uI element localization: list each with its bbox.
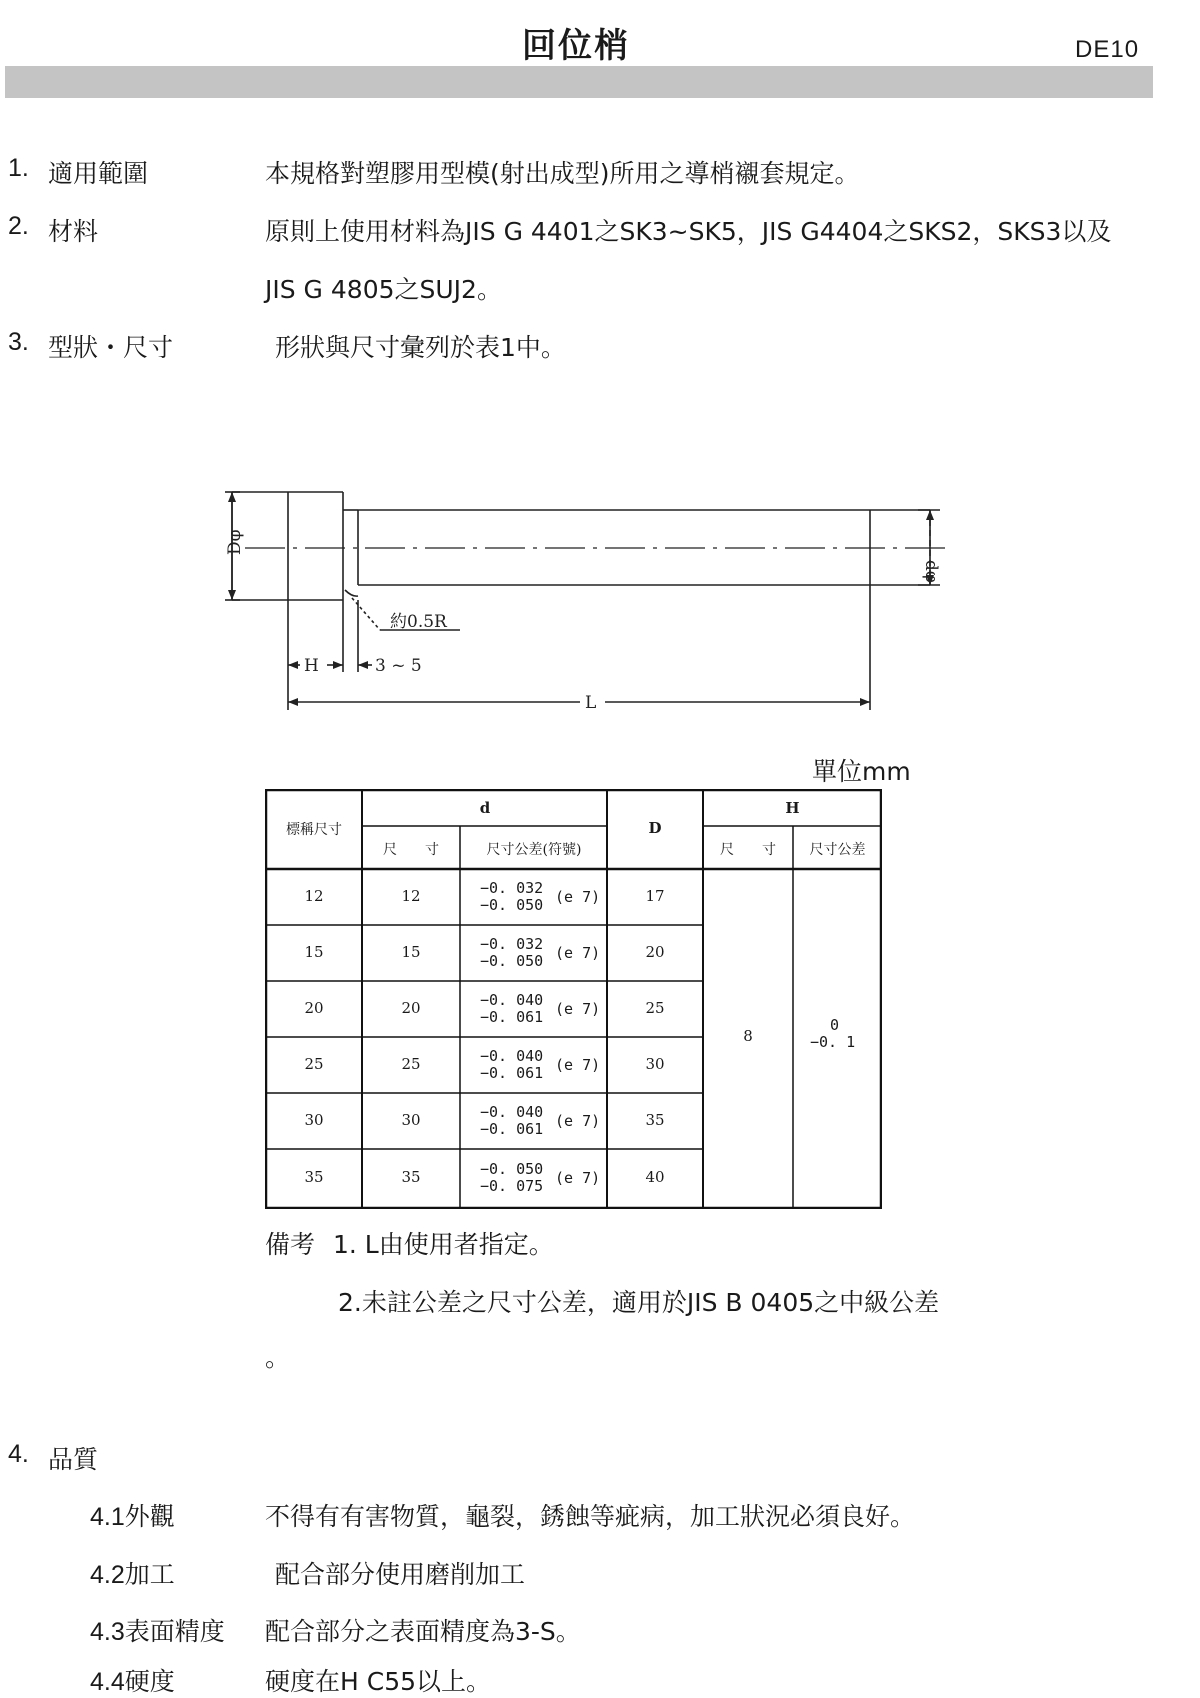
section-2-text-line1: 原則上使用材料為JIS G 4401之SK3~SK5，JIS G4404之SKS2，SKS3以及 [265,217,1112,246]
dimension-d-label: dφ [921,560,941,583]
row-4-d: 25 [401,1055,421,1073]
header-d-tolerance: 尺寸公差(符號) [486,842,582,858]
section-4-label: 品質 [48,1445,99,1474]
unit-label: 單位mm [812,757,911,786]
quality-item-1-text: 不得有有害物質，龜裂，銹蝕等疵病，加工狀況必須良好。 [265,1502,916,1531]
row-6-d: 35 [401,1168,421,1186]
header-H: H [785,799,800,817]
note-1: 1. L由使用者指定。 [333,1230,554,1259]
section-3-number: 3. [8,328,29,356]
quality-item-2-text: 配合部分使用磨削加工 [275,1560,526,1589]
dimension-table [265,789,882,1209]
section-1-number: 1. [8,154,29,182]
ejector-pin-drawing [0,0,1200,720]
row-5-d: 30 [401,1111,421,1129]
note-2: 2.未註公差之尺寸公差，適用於JIS B 0405之中級公差 [338,1288,940,1317]
section-4-number: 4. [8,1440,29,1468]
dimension-H-label: H [304,656,319,676]
row-6-fit: (e 7) [555,1169,601,1187]
row-4-D: 30 [645,1055,665,1073]
row-2-d: 15 [401,943,421,961]
quality-item-3-text: 配合部分之表面精度為3-S。 [265,1617,581,1646]
row-1-D: 17 [645,887,665,905]
quality-item-2-label: 4.2加工 [90,1561,175,1589]
header-d-size: 尺 寸 [383,842,439,858]
radius-label: 約0.5R [390,612,447,632]
quality-item-4-label: 4.4硬度 [90,1668,175,1696]
row-1-tol-lower: −0. 050 [480,896,544,914]
row-5-tol-lower: −0. 061 [480,1120,544,1138]
row-1-fit: (e 7) [555,888,601,906]
dimension-range-label: 3 ~ 5 [375,656,422,676]
row-6-D: 40 [645,1168,665,1186]
h-tol-lower: −0. 1 [810,1033,856,1051]
row-4-fit: (e 7) [555,1056,601,1074]
row-6-nominal: 35 [304,1168,324,1186]
row-1-d: 12 [401,887,421,905]
row-3-nominal: 20 [304,999,324,1017]
row-3-fit: (e 7) [555,1000,601,1018]
row-6-tol-upper: −0. 050 [480,1160,544,1178]
row-2-tol-upper: −0. 032 [480,935,544,953]
dimension-D-label: Dφ [225,529,245,555]
quality-item-3-label: 4.3表面精度 [90,1618,225,1646]
row-2-fit: (e 7) [555,944,601,962]
row-6-tol-lower: −0. 075 [480,1177,544,1195]
row-5-tol-upper: −0. 040 [480,1103,544,1121]
section-2-number: 2. [8,212,29,240]
row-3-tol-lower: −0. 061 [480,1008,544,1026]
row-3-tol-upper: −0. 040 [480,991,544,1009]
header-h-size: 尺 寸 [720,842,776,858]
section-3-label: 型狀・尺寸 [48,333,174,362]
section-2-label: 材料 [48,217,99,246]
row-1-nominal: 12 [304,887,324,905]
header-d: d [479,799,491,817]
row-2-tol-lower: −0. 050 [480,952,544,970]
section-1-text: 本規格對塑膠用型模(射出成型)所用之導梢襯套規定。 [265,159,860,188]
h-size-value: 8 [743,1027,753,1045]
header-h-tolerance: 尺寸公差 [809,842,866,858]
document-code: DE10 [1075,36,1140,63]
row-2-nominal: 15 [304,943,324,961]
row-2-D: 20 [645,943,665,961]
row-3-d: 20 [401,999,421,1017]
note-prefix: 備考 [265,1230,316,1259]
note-2-tail: 。 [265,1343,291,1372]
row-4-tol-upper: −0. 040 [480,1047,544,1065]
h-tol-upper: 0 [830,1016,840,1034]
page-title: 回位梢 [522,26,630,66]
header-nominal: 標稱尺寸 [286,822,342,838]
section-3-text: 形狀與尺寸彙列於表1中。 [275,333,566,362]
row-1-tol-upper: −0. 032 [480,879,544,897]
row-5-D: 35 [645,1111,665,1129]
quality-item-4-text: 硬度在H C55以上。 [265,1667,492,1696]
row-5-nominal: 30 [304,1111,324,1129]
row-4-nominal: 25 [304,1055,324,1073]
quality-item-1-label: 4.1外觀 [90,1503,175,1531]
section-1-label: 適用範圍 [48,159,149,188]
row-3-D: 25 [645,999,665,1017]
header-D: D [648,819,662,837]
dimension-L-label: L [585,693,597,713]
row-4-tol-lower: −0. 061 [480,1064,544,1082]
row-5-fit: (e 7) [555,1112,601,1130]
section-2-text-line2: JIS G 4805之SUJ2。 [265,275,502,304]
